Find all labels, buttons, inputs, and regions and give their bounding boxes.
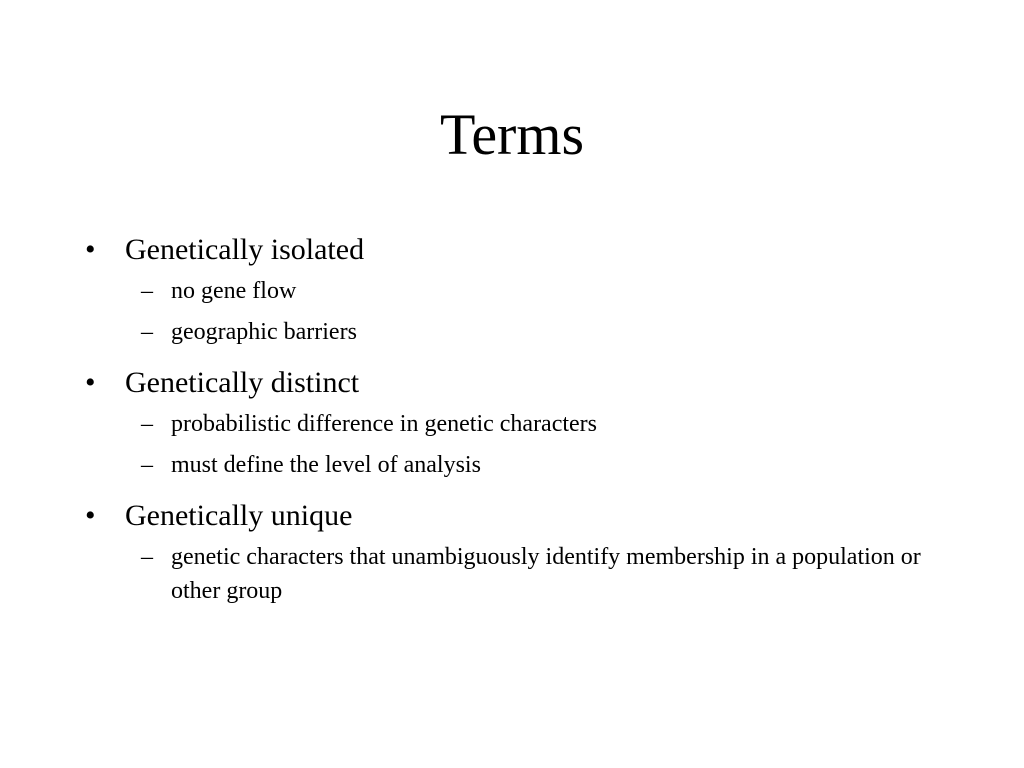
sub-bullet-text: genetic characters that unambiguously identify membership in a population or other group bbox=[171, 544, 921, 604]
dash-icon: – bbox=[141, 544, 153, 570]
sub-bullet-item bbox=[0, 448, 1024, 482]
bullet-item-genetically-unique bbox=[0, 492, 1024, 608]
sub-bullet-item bbox=[0, 315, 1024, 349]
sub-bullet-item bbox=[0, 540, 1024, 608]
bullet-line bbox=[0, 359, 1024, 407]
sub-bullet-list bbox=[0, 407, 1024, 482]
dash-icon: – bbox=[141, 452, 153, 478]
sub-bullet-list bbox=[0, 540, 1024, 608]
sub-bullet-text: geographic barriers bbox=[171, 319, 357, 345]
bullet-line bbox=[0, 226, 1024, 274]
bullet-icon: • bbox=[85, 499, 96, 532]
dash-icon: – bbox=[141, 411, 153, 437]
sub-bullet-text: must define the level of analysis bbox=[171, 452, 481, 478]
bullet-item-genetically-isolated bbox=[0, 226, 1024, 349]
bullet-text: Genetically unique bbox=[125, 499, 353, 532]
dash-icon: – bbox=[141, 278, 153, 304]
bullet-text: Genetically isolated bbox=[125, 233, 365, 266]
bullet-text: Genetically distinct bbox=[125, 366, 360, 399]
bullet-icon: • bbox=[85, 233, 96, 266]
dash-icon: – bbox=[141, 319, 153, 345]
bullet-item-genetically-distinct bbox=[0, 359, 1024, 482]
slide-body bbox=[0, 226, 1024, 618]
sub-bullet-text: no gene flow bbox=[171, 278, 297, 304]
bullet-line bbox=[0, 492, 1024, 540]
sub-bullet-list bbox=[0, 274, 1024, 349]
bullet-icon: • bbox=[85, 366, 96, 399]
sub-bullet-item bbox=[0, 274, 1024, 308]
sub-bullet-text: probabilistic difference in genetic characters bbox=[171, 411, 598, 437]
slide-title: Terms bbox=[439, 102, 585, 167]
sub-bullet-item bbox=[0, 407, 1024, 441]
